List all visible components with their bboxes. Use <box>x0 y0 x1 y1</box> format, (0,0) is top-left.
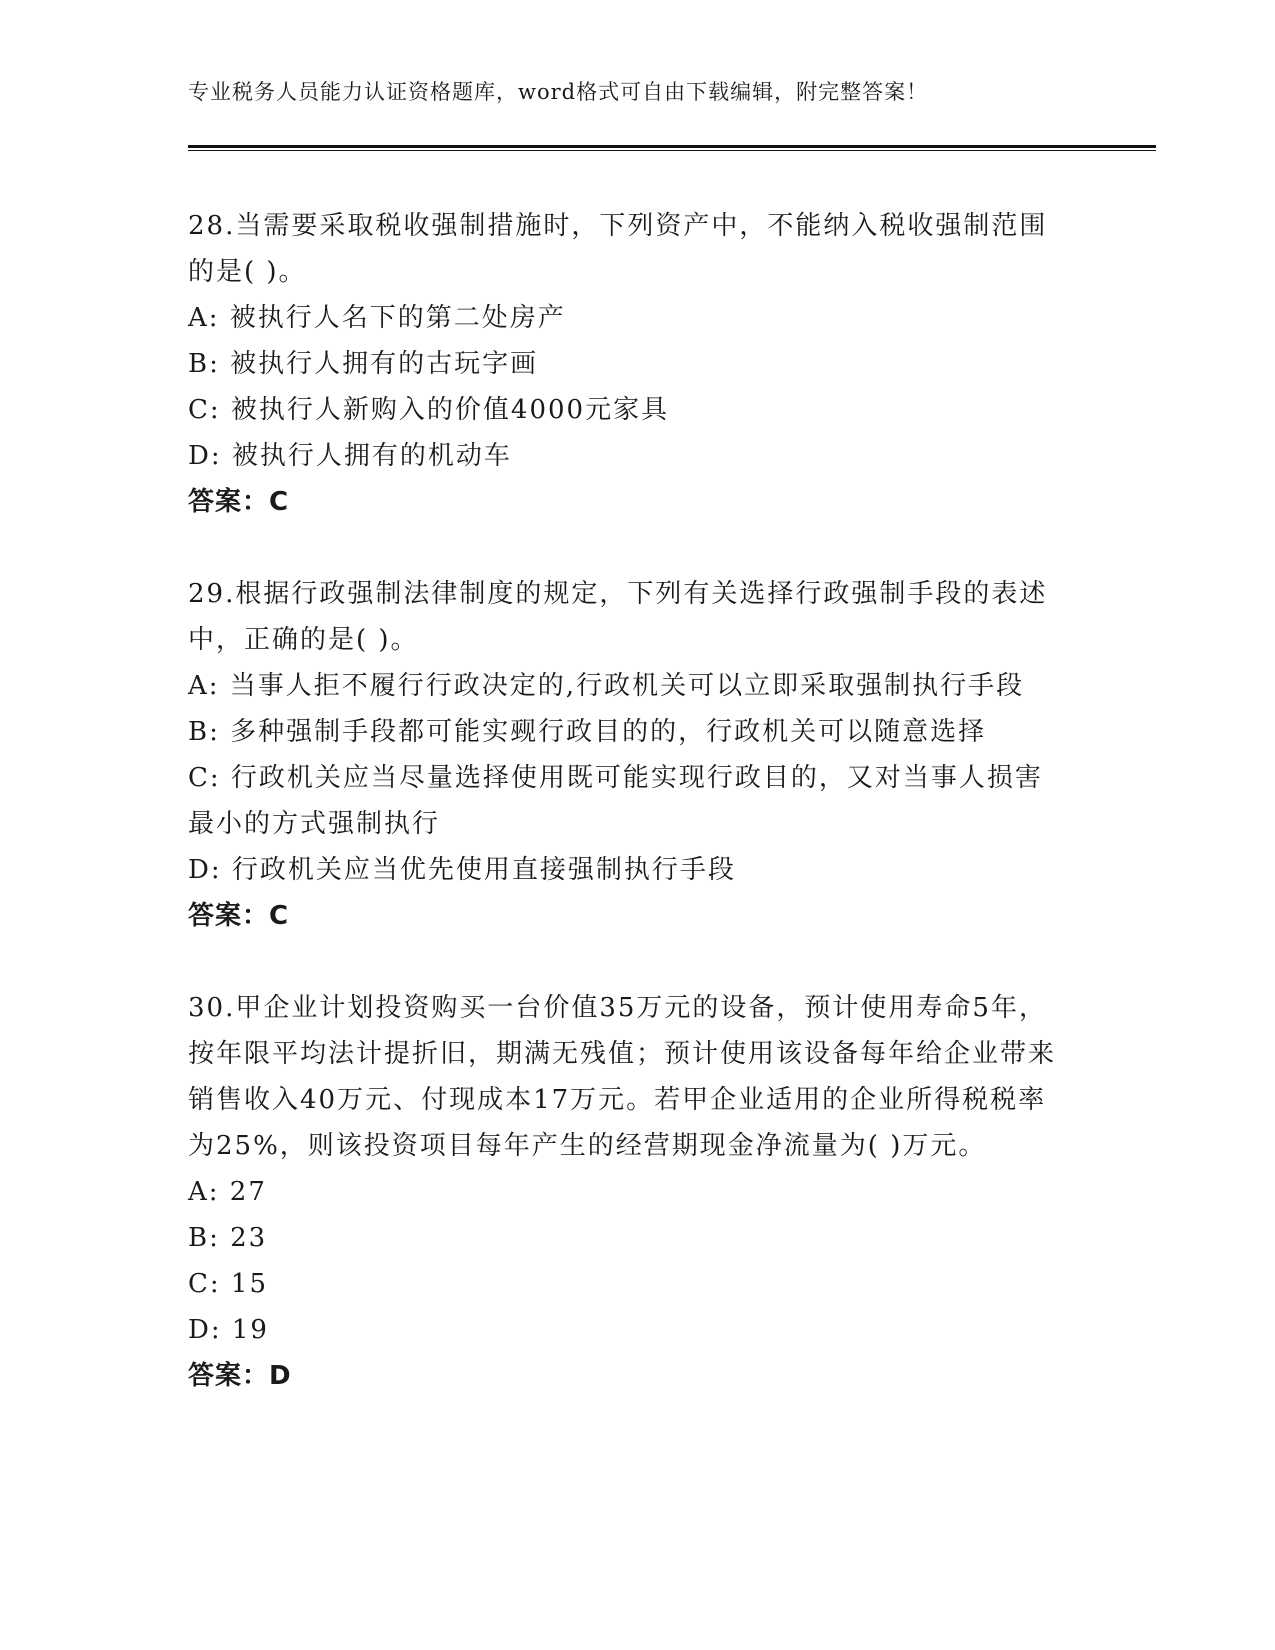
answer: 答案：C <box>188 487 290 517</box>
option-a: A: 被执行人名下的第二处房产 <box>188 303 566 333</box>
question-30 <box>188 985 1088 1399</box>
option-b: B: 被执行人拥有的古玩字画 <box>188 349 539 379</box>
header-rule-thick <box>188 145 1156 148</box>
question-28 <box>188 203 1088 525</box>
header-rule-thin <box>188 150 1156 151</box>
option-b: B: 多种强制手段都可能实觋行政目的的，行政机关可以随意选择 <box>188 717 987 747</box>
option-a: A: 当事人拒不履行行政决定的,行政机关可以立即采取强制执行手段 <box>188 671 1025 701</box>
question-stem: 29.根据行政强制法律制度的规定，下列有关选择行政强制手段的表述中，正确的是( )。 <box>188 579 1048 655</box>
option-d: D: 行政机关应当优先使用直接强制执行手段 <box>188 855 736 885</box>
question-29 <box>188 571 1088 939</box>
page-header: 专业税务人员能力认证资格题库，word格式可自由下载编辑，附完整答案！ <box>188 80 929 104</box>
option-c: C: 被执行人新购入的价值4000元家具 <box>188 395 670 425</box>
spacer <box>188 525 1088 571</box>
option-c: C: 行政机关应当尽量选择使用既可能实现行政目的，又对当事人损害最小的方式强制执行 <box>188 763 1043 839</box>
spacer <box>188 939 1088 985</box>
option-a: A: 27 <box>188 1177 267 1207</box>
answer: 答案：D <box>188 1361 292 1391</box>
option-b: B: 23 <box>188 1223 268 1253</box>
option-d: D: 被执行人拥有的机动车 <box>188 441 512 471</box>
option-c: C: 15 <box>188 1269 269 1299</box>
question-stem: 30.甲企业计划投资购买一台价值35万元的设备，预计使用寿命5年，按年限平均法计提折旧，期满无残值；预计使用该设备每年给企业带来销售收入40万元、付现成本17万元。若甲企业适用的企业所得税税率为25%，则该投资项目每年产生的经营期现金净流量为( )万元。 <box>188 993 1057 1161</box>
answer: 答案：C <box>188 901 290 931</box>
question-stem: 28.当需要采取税收强制措施时，下列资产中，不能纳入税收强制范围的是( )。 <box>188 211 1048 287</box>
question-list <box>188 203 1088 1399</box>
option-d: D: 19 <box>188 1315 269 1345</box>
